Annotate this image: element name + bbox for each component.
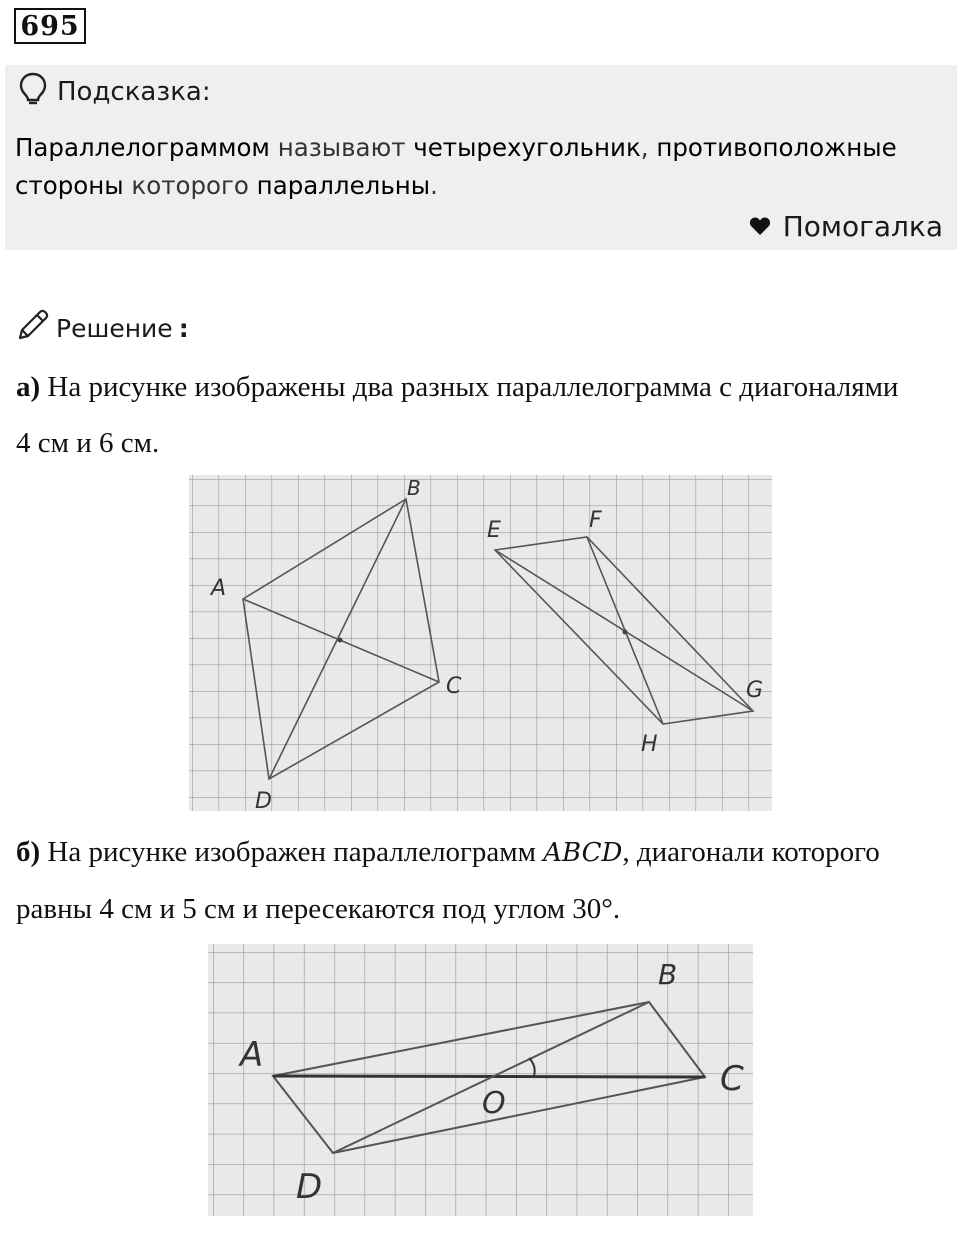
hint-term-opposite-sides: противоположные стороны: [15, 133, 897, 200]
hint-text-segment: .: [430, 171, 438, 200]
heart-icon: [749, 210, 771, 243]
part-b-text: [16, 824, 916, 937]
hint-title-text: Подсказка:: [57, 77, 211, 107]
lightbulb-icon: [19, 72, 47, 113]
part-b-label: б): [16, 836, 41, 868]
hint-text-segment: которого: [123, 171, 257, 200]
solution-title-text: Решение: [56, 313, 173, 343]
label-c: C: [446, 674, 462, 699]
figure-b-photo: [208, 944, 753, 1216]
hint-term-parallel: параллельны: [256, 171, 431, 200]
label-f: F: [589, 508, 602, 533]
figure-a-drawing: [189, 475, 772, 811]
solution-title-colon: :: [178, 313, 189, 343]
part-a-text: [16, 359, 916, 471]
figure-b-drawing: [208, 944, 753, 1216]
part-b-body-2: , диагонали которого равны 4 см и 5 см и пересекаются под углом 30°.: [16, 836, 880, 925]
task-number: 695: [14, 8, 86, 44]
label-h: H: [641, 732, 658, 757]
label-g: G: [746, 678, 764, 703]
label-b: B: [407, 476, 421, 500]
part-a-label: а): [16, 371, 41, 403]
solution-title: [16, 310, 189, 346]
label-d: D: [255, 789, 272, 811]
diagonal-ac: [273, 1076, 705, 1077]
label-a: A: [240, 1035, 264, 1075]
part-b-figure-name: ABCD: [543, 838, 623, 868]
hint-term-parallelogram: Параллелограммом: [15, 133, 270, 162]
hint-box: [5, 65, 957, 250]
label-a: A: [211, 576, 227, 601]
label-o: O: [482, 1086, 506, 1121]
center-point-abcd: [338, 638, 343, 643]
label-c: C: [720, 1059, 744, 1099]
pencil-icon: [16, 308, 50, 348]
part-a-body: На рисунке изображены два разных параллелограмма с диагоналями 4 см и 6 см.: [16, 371, 899, 459]
hint-footer[interactable]: [749, 209, 943, 243]
figure-a-photo: [189, 475, 772, 811]
hint-footer-text: Помогалка: [782, 209, 943, 243]
hint-text: [15, 129, 940, 205]
part-b-body-1: На рисунке изображен параллелограмм: [40, 836, 544, 868]
hint-term-quadrilateral: четырехугольник: [413, 133, 641, 162]
label-e: E: [487, 518, 501, 543]
hint-title: [19, 75, 211, 109]
hint-text-segment: ,: [640, 133, 657, 162]
label-b: B: [658, 958, 678, 991]
hint-text-segment: называют: [269, 133, 414, 162]
label-d: D: [296, 1167, 323, 1207]
center-point-efgh: [623, 630, 628, 635]
